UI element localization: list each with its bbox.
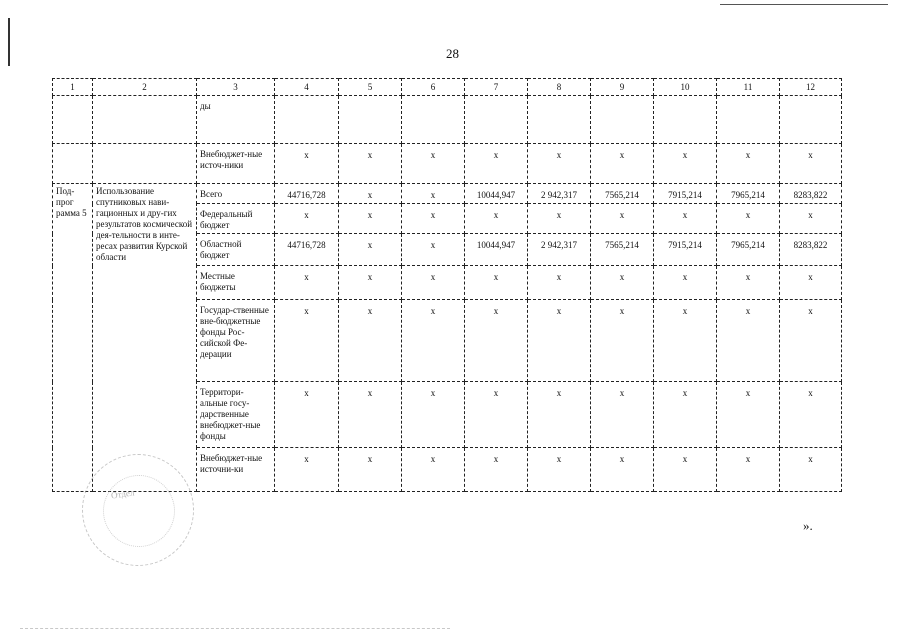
value-cell: 10044,947 xyxy=(465,184,528,204)
column-number: 4 xyxy=(275,79,339,96)
value-cell: x xyxy=(717,266,780,300)
value-cell: 7915,214 xyxy=(654,184,717,204)
value-cell: 8283,822 xyxy=(780,184,842,204)
value-cell: x xyxy=(275,448,339,492)
value-cell: x xyxy=(402,184,465,204)
value-cell: x xyxy=(654,144,717,184)
value-cell: x xyxy=(654,300,717,382)
value-cell: x xyxy=(339,184,402,204)
value-cell: x xyxy=(339,448,402,492)
column-number-row xyxy=(53,79,842,96)
value-cell: x xyxy=(465,448,528,492)
value-cell: x xyxy=(402,300,465,382)
funding-source: Местные бюджеты xyxy=(197,266,275,300)
value-cell: x xyxy=(339,300,402,382)
value-cell: x xyxy=(654,382,717,448)
table-row xyxy=(53,144,842,184)
funding-source: ды xyxy=(197,96,275,144)
value-cell: 44716,728 xyxy=(275,234,339,266)
column-number: 7 xyxy=(465,79,528,96)
value-cell: 7565,214 xyxy=(591,234,654,266)
empty-cell xyxy=(93,144,197,184)
stamp-inner-ring xyxy=(103,475,175,547)
value-cell: x xyxy=(528,144,591,184)
value-cell: x xyxy=(275,382,339,448)
value-cell xyxy=(402,96,465,144)
empty-cell xyxy=(93,96,197,144)
value-cell: x xyxy=(465,382,528,448)
value-cell: x xyxy=(402,204,465,234)
value-cell: x xyxy=(780,382,842,448)
value-cell xyxy=(275,96,339,144)
value-cell: x xyxy=(591,300,654,382)
page-number: 28 xyxy=(446,46,459,61)
value-cell: x xyxy=(275,300,339,382)
value-cell: x xyxy=(402,448,465,492)
round-stamp xyxy=(82,454,194,566)
value-cell: x xyxy=(717,204,780,234)
value-cell: x xyxy=(717,144,780,184)
stamp-text: Отдел xyxy=(110,487,135,501)
value-cell: x xyxy=(402,234,465,266)
value-cell: x xyxy=(780,266,842,300)
funding-source: Областной бюджет xyxy=(197,234,275,266)
funding-source: Внебюджет-ные источни-ки xyxy=(197,448,275,492)
value-cell: x xyxy=(275,266,339,300)
value-cell: x xyxy=(402,144,465,184)
value-cell: x xyxy=(717,300,780,382)
value-cell: x xyxy=(339,382,402,448)
column-number: 3 xyxy=(197,79,275,96)
value-cell: x xyxy=(717,382,780,448)
value-cell xyxy=(465,96,528,144)
value-cell: x xyxy=(465,300,528,382)
value-cell xyxy=(591,96,654,144)
value-cell: x xyxy=(780,448,842,492)
value-cell: x xyxy=(339,144,402,184)
value-cell: 8283,822 xyxy=(780,234,842,266)
value-cell: x xyxy=(780,144,842,184)
value-cell: x xyxy=(591,266,654,300)
value-cell: x xyxy=(339,266,402,300)
value-cell: x xyxy=(717,448,780,492)
value-cell: x xyxy=(339,234,402,266)
column-number: 9 xyxy=(591,79,654,96)
column-number: 12 xyxy=(780,79,842,96)
value-cell xyxy=(780,96,842,144)
value-cell: x xyxy=(591,448,654,492)
value-cell: x xyxy=(654,204,717,234)
value-cell: x xyxy=(654,266,717,300)
value-cell: x xyxy=(591,382,654,448)
empty-cell xyxy=(53,144,93,184)
table-row xyxy=(53,96,842,144)
column-number: 8 xyxy=(528,79,591,96)
column-number: 1 xyxy=(53,79,93,96)
value-cell xyxy=(339,96,402,144)
budget-table xyxy=(52,78,842,492)
scan-noise-line xyxy=(20,628,450,629)
subprogram-name: Использование спутниковых нави-гационных и дру-гих результатов космической дея-тельности в инте-ресах развития Курской области xyxy=(93,184,197,492)
value-cell: x xyxy=(528,448,591,492)
table-row xyxy=(53,184,842,204)
value-cell: 7965,214 xyxy=(717,234,780,266)
table-body xyxy=(53,79,842,492)
value-cell: x xyxy=(528,204,591,234)
value-cell: x xyxy=(528,266,591,300)
value-cell: x xyxy=(339,204,402,234)
value-cell: x xyxy=(591,204,654,234)
value-cell: x xyxy=(402,382,465,448)
value-cell: 7965,214 xyxy=(717,184,780,204)
column-number: 6 xyxy=(402,79,465,96)
value-cell: 7915,214 xyxy=(654,234,717,266)
value-cell: 10044,947 xyxy=(465,234,528,266)
funding-source: Внебюджет-ные источ-ники xyxy=(197,144,275,184)
value-cell: x xyxy=(465,144,528,184)
value-cell: x xyxy=(591,144,654,184)
value-cell: x xyxy=(275,204,339,234)
column-number: 10 xyxy=(654,79,717,96)
funding-source: Государ-ственные вне-бюджетные фонды Рос-сийской Фе-дерации xyxy=(197,300,275,382)
funding-source: Всего xyxy=(197,184,275,204)
value-cell: 7565,214 xyxy=(591,184,654,204)
value-cell: x xyxy=(528,300,591,382)
value-cell xyxy=(717,96,780,144)
top-rule xyxy=(720,4,888,5)
empty-cell xyxy=(53,96,93,144)
subprogram-label: Под-прог рамма 5 xyxy=(53,184,93,492)
column-number: 5 xyxy=(339,79,402,96)
funding-source: Территори-альные госу-дарственные внебюджет-ные фонды xyxy=(197,382,275,448)
value-cell xyxy=(654,96,717,144)
value-cell: x xyxy=(465,266,528,300)
value-cell: x xyxy=(465,204,528,234)
column-number: 2 xyxy=(93,79,197,96)
value-cell: x xyxy=(402,266,465,300)
value-cell: 2 942,317 xyxy=(528,184,591,204)
funding-source: Федеральный бюджет xyxy=(197,204,275,234)
value-cell: x xyxy=(275,144,339,184)
column-number: 11 xyxy=(717,79,780,96)
value-cell: x xyxy=(780,204,842,234)
value-cell: 2 942,317 xyxy=(528,234,591,266)
value-cell xyxy=(528,96,591,144)
value-cell: x xyxy=(780,300,842,382)
value-cell: x xyxy=(528,382,591,448)
closing-quote: ». xyxy=(803,518,813,533)
value-cell: x xyxy=(654,448,717,492)
value-cell: 44716,728 xyxy=(275,184,339,204)
